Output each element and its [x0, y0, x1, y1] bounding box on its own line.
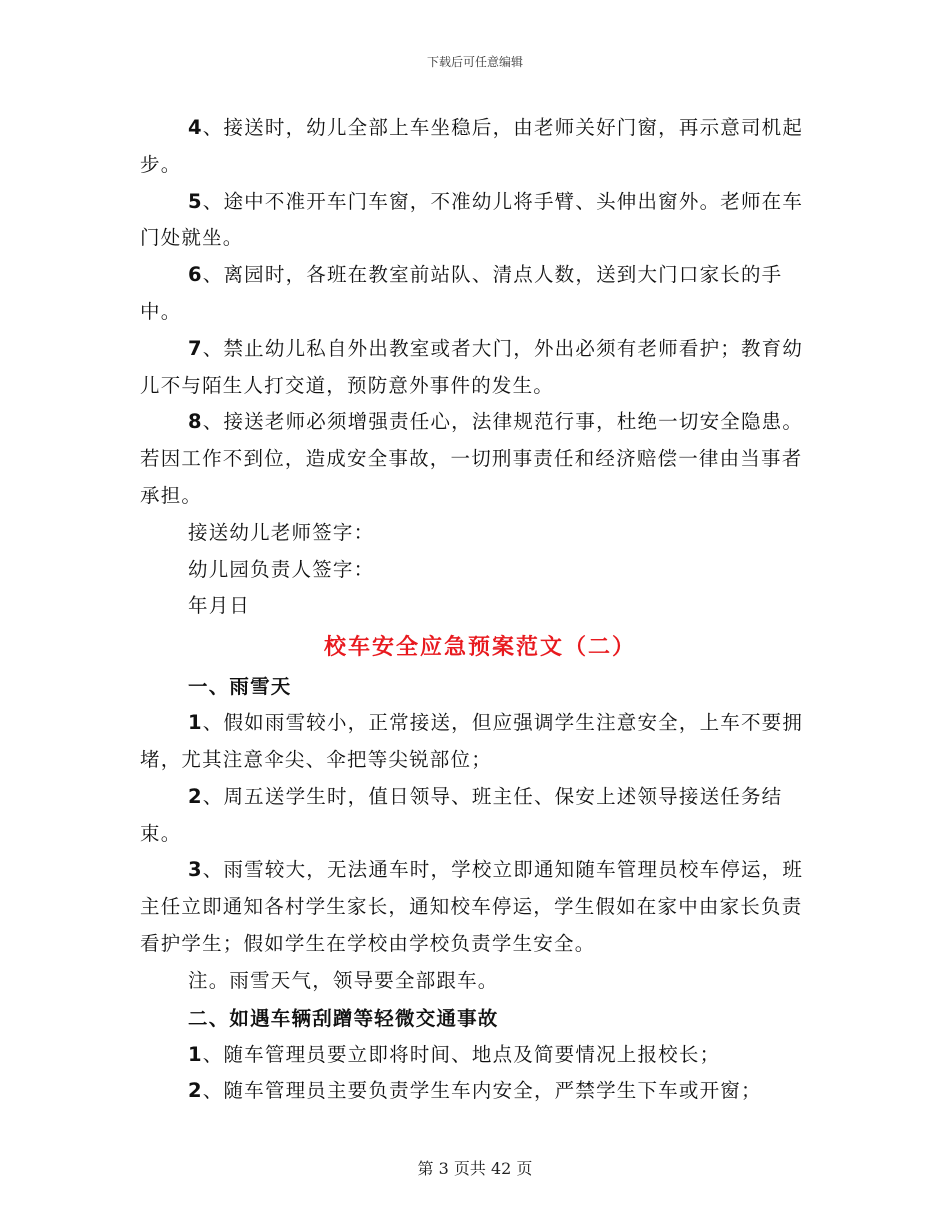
list-item: 6、离园时，各班在教室前站队、清点人数，送到大门口家长的手中。	[140, 263, 783, 323]
section-heading-rain-snow: 一、雨雪天	[188, 675, 292, 699]
page-footer: 第 3 页共 42 页	[417, 1159, 533, 1178]
list-item: 1、随车管理员要立即将时间、地点及简要情况上报校长；	[188, 1042, 721, 1066]
page-header: 下载后可任意编辑	[426, 55, 523, 69]
signature-principal: 幼儿园负责人签字：	[188, 557, 375, 581]
list-item: 7、禁止幼儿私自外出教室或者大门，外出必须有老师看护；教育幼儿不与陌生人打交道，预防意外事件的发生。	[140, 336, 804, 397]
list-item: 3、雨雪较大，无法通车时，学校立即通知随车管理员校车停运，班主任立即通知各村学生家长，通知校车停运，学生假如在家中由家长负责看护学生；假如学生在学校由学校负责学生安全。	[140, 858, 804, 955]
list-item: 8、接送老师必须增强责任心，法律规范行事，杜绝一切安全隐患。若因工作不到位，造成安全事故，一切刑事责任和经济赔偿一律由当事者承担。	[140, 410, 804, 507]
date-line: 年月日	[188, 594, 251, 618]
note: 注。雨雪天气，领导要全部跟车。	[188, 968, 499, 992]
list-item: 5、途中不准开车门车窗，不准幼儿将手臂、头伸出窗外。老师在车门处就坐。	[140, 189, 804, 250]
signature-teacher: 接送幼儿老师签字：	[188, 520, 375, 544]
list-item: 1、假如雨雪较小，正常接送，但应强调学生注意安全，上车不要拥堵，尤其注意伞尖、伞把等尖锐部位；	[140, 711, 804, 771]
list-item: 2、周五送学生时，值日领导、班主任、保安上述领导接送任务结束。	[140, 784, 783, 845]
list-item: 4、接送时，幼儿全部上车坐稳后，由老师关好门窗，再示意司机起步。	[140, 116, 804, 176]
section-heading-minor-accident: 二、如遇车辆刮蹭等轻微交通事故	[188, 1006, 499, 1030]
document-body	[140, 110, 820, 1110]
list-item: 2、随车管理员主要负责学生车内安全，严禁学生下车或开窗；	[188, 1079, 762, 1103]
document-title: 校车安全应急预案范文（二）	[323, 635, 636, 661]
